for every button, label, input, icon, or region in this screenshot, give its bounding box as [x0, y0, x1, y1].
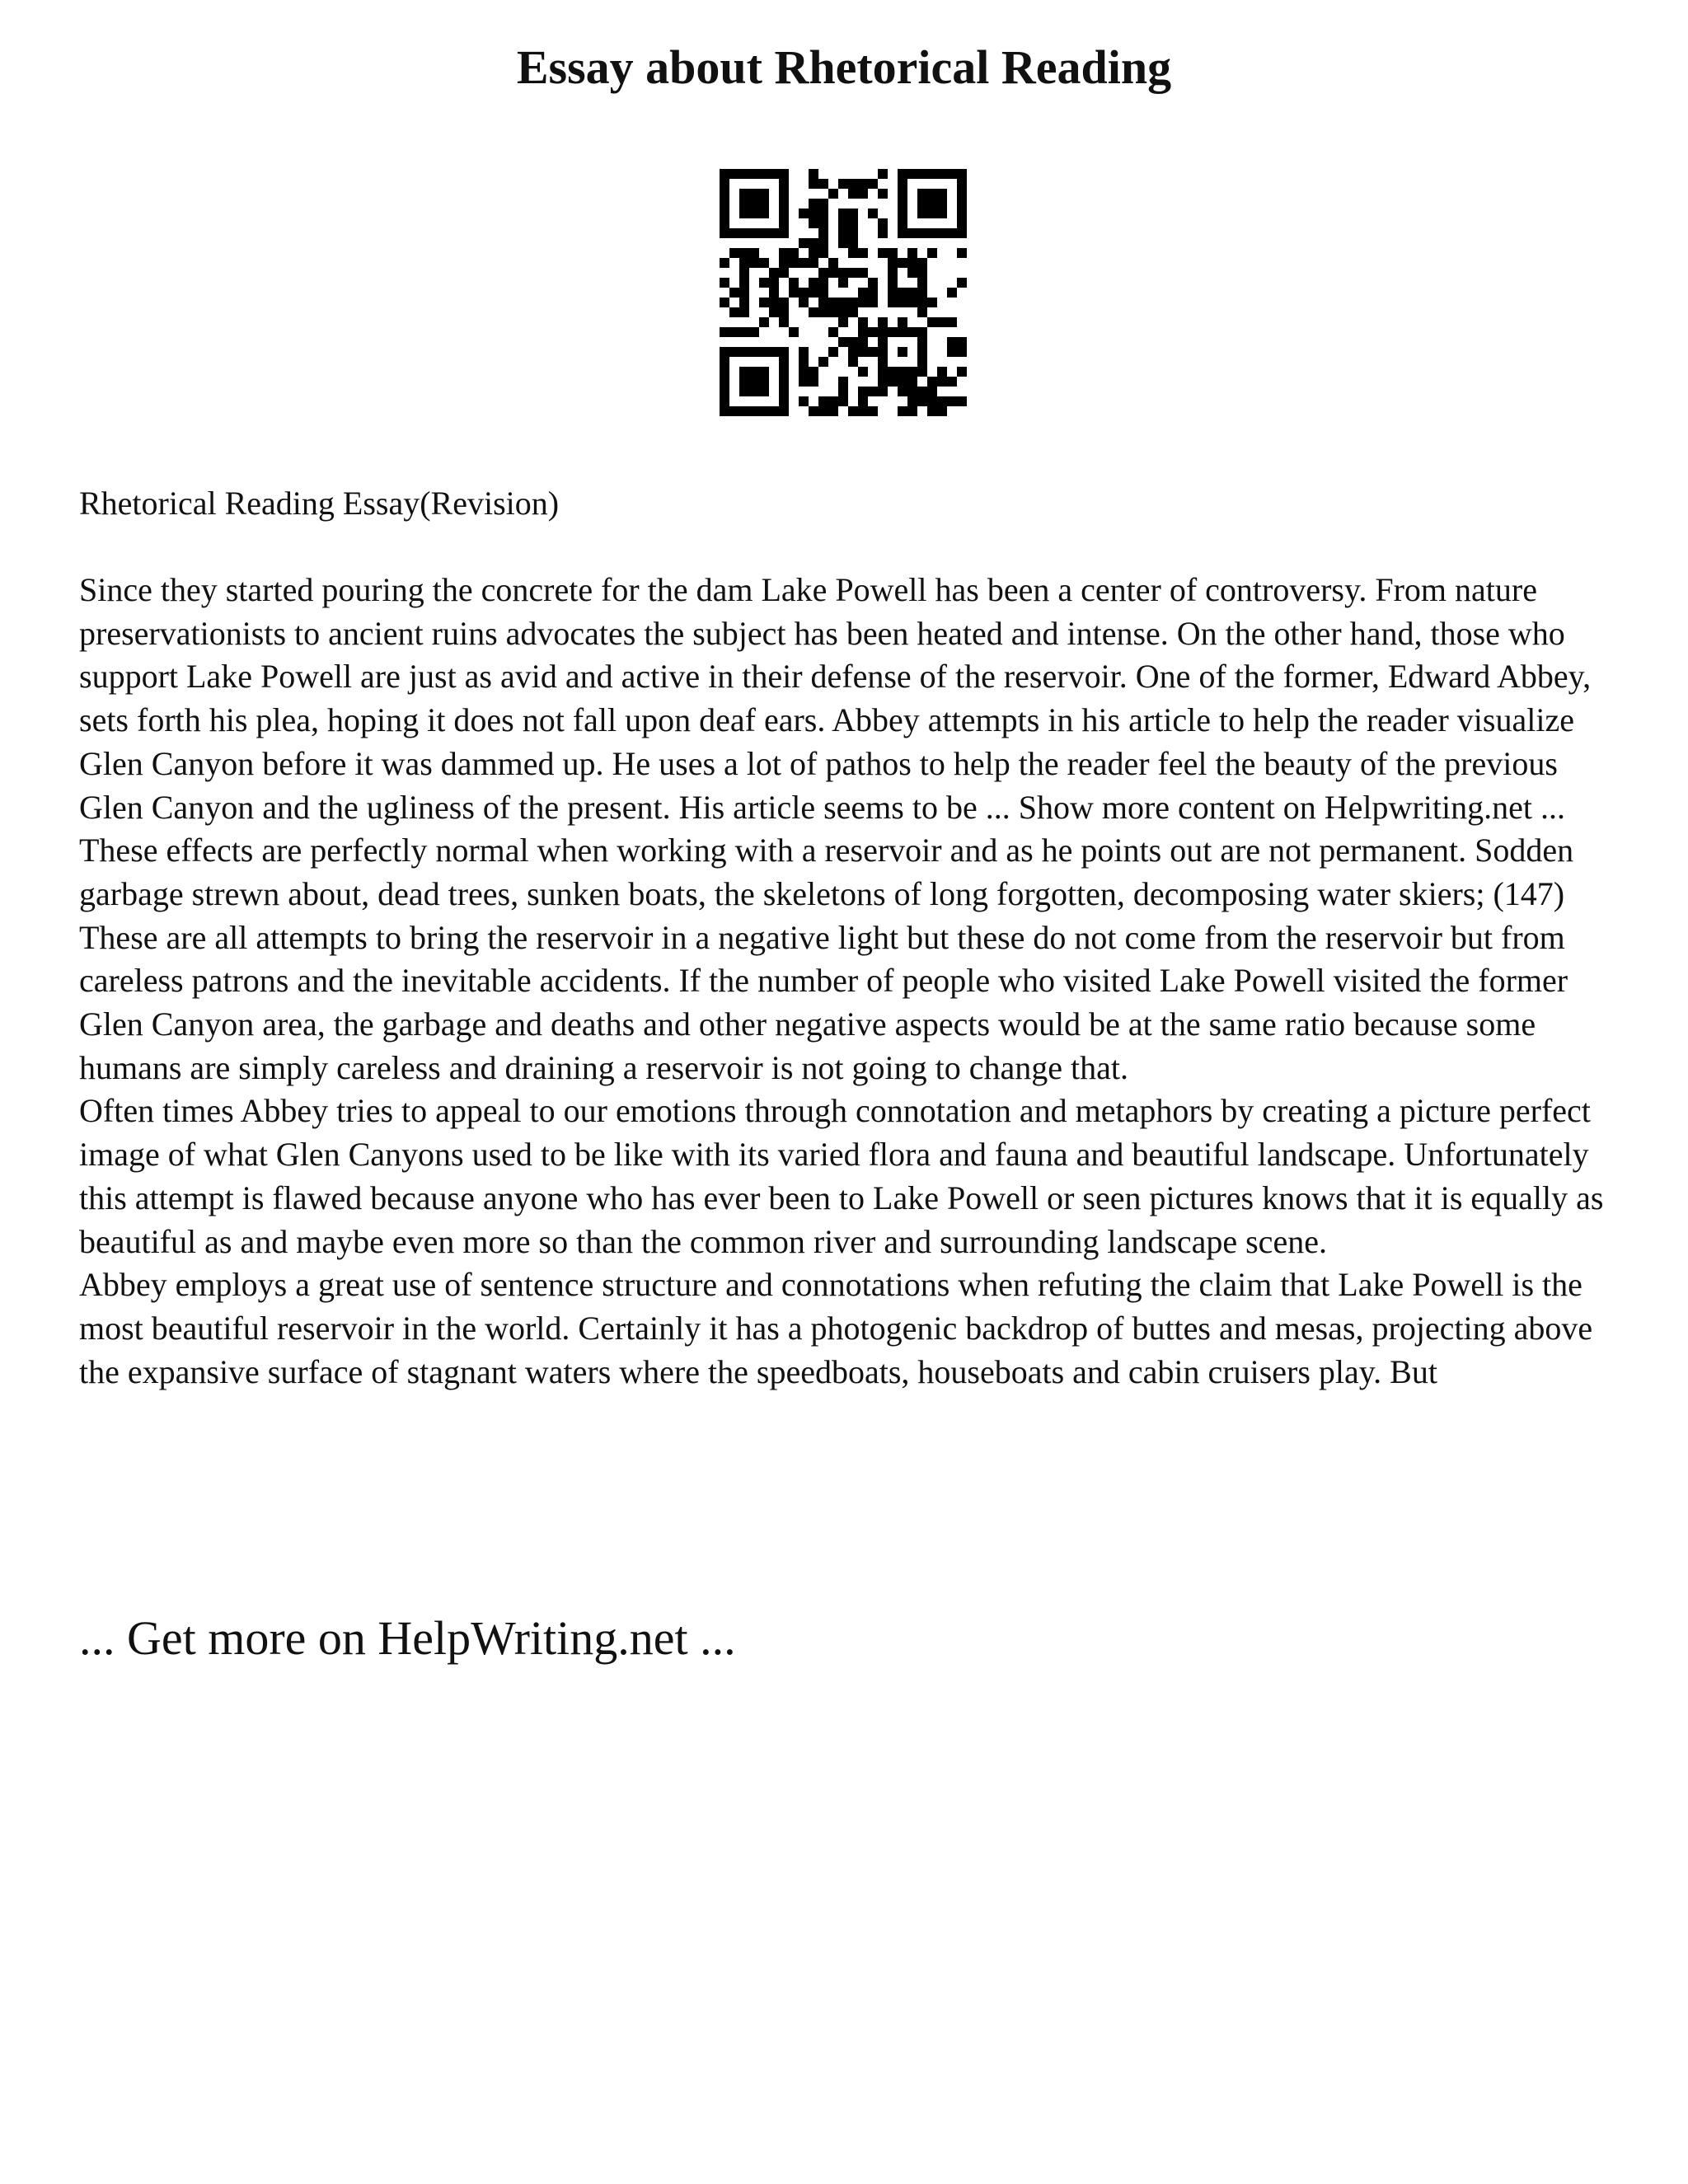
essay-body — [79, 569, 1620, 1394]
qr-code-icon — [720, 169, 967, 416]
essay-paragraph: Abbey employs a great use of sentence structure and connotations when refuting the claim that Lake Powell is the most beautiful reservoir in the world. Certainly it has a photogenic backdrop of buttes and mesas, projecting above the expansive surface of stagnant waters where the speedboats, houseboats and cabin cruisers play. But — [79, 1266, 1593, 1390]
essay-paragraph: These effects are perfectly normal when working with a reservoir and as he points out are not permanent. Sodden garbage strewn about, dead trees, sunken boats, the skeletons of long forgotten, decomposing water skiers; (147) These are all attempts to bring the reservoir in a negative light but these do not come from the reservoir but from careless patrons and the inevitable accidents. If the number of people who visited Lake Powell visited the former Glen Canyon area, the garbage and deaths and other negative aspects would be at the same ratio because some humans are simply careless and draining a reservoir is not going to change that. — [79, 832, 1574, 1086]
essay-subtitle: Rhetorical Reading Essay(Revision) — [79, 485, 560, 522]
get-more-link[interactable]: ... Get more on HelpWriting.net ... — [79, 1611, 736, 1665]
essay-paragraph: Since they started pouring the concrete for the dam Lake Powell has been a center of controversy. From nature preservationists to ancient ruins advocates the subject has been heated and intense. On the other hand, those who support Lake Powell are just as avid and active in their defense of the reservoir. One of the former, Edward Abbey, sets forth his plea, hoping it does not fall upon deaf ears. Abbey attempts in his article to help the reader visualize Glen Canyon before it was dammed up. He uses a lot of pathos to help the reader feel the beauty of the previous Glen Canyon and the ugliness of the present. His article seems to be ... Show more content on Helpwriting.net ... — [79, 571, 1592, 826]
essay-paragraph: Often times Abbey tries to appeal to our emotions through connotation and metaphors by creating a picture perfect image of what Glen Canyons used to be like with its varied flora and fauna and beautiful landscape. Unfortunately this attempt is flawed because anyone who has ever been to Lake Powell or seen pictures knows that it is equally as beautiful as and maybe even more so than the common river and surrounding landscape scene. — [79, 1092, 1604, 1260]
page-title: Essay about Rhetorical Reading — [516, 40, 1172, 94]
